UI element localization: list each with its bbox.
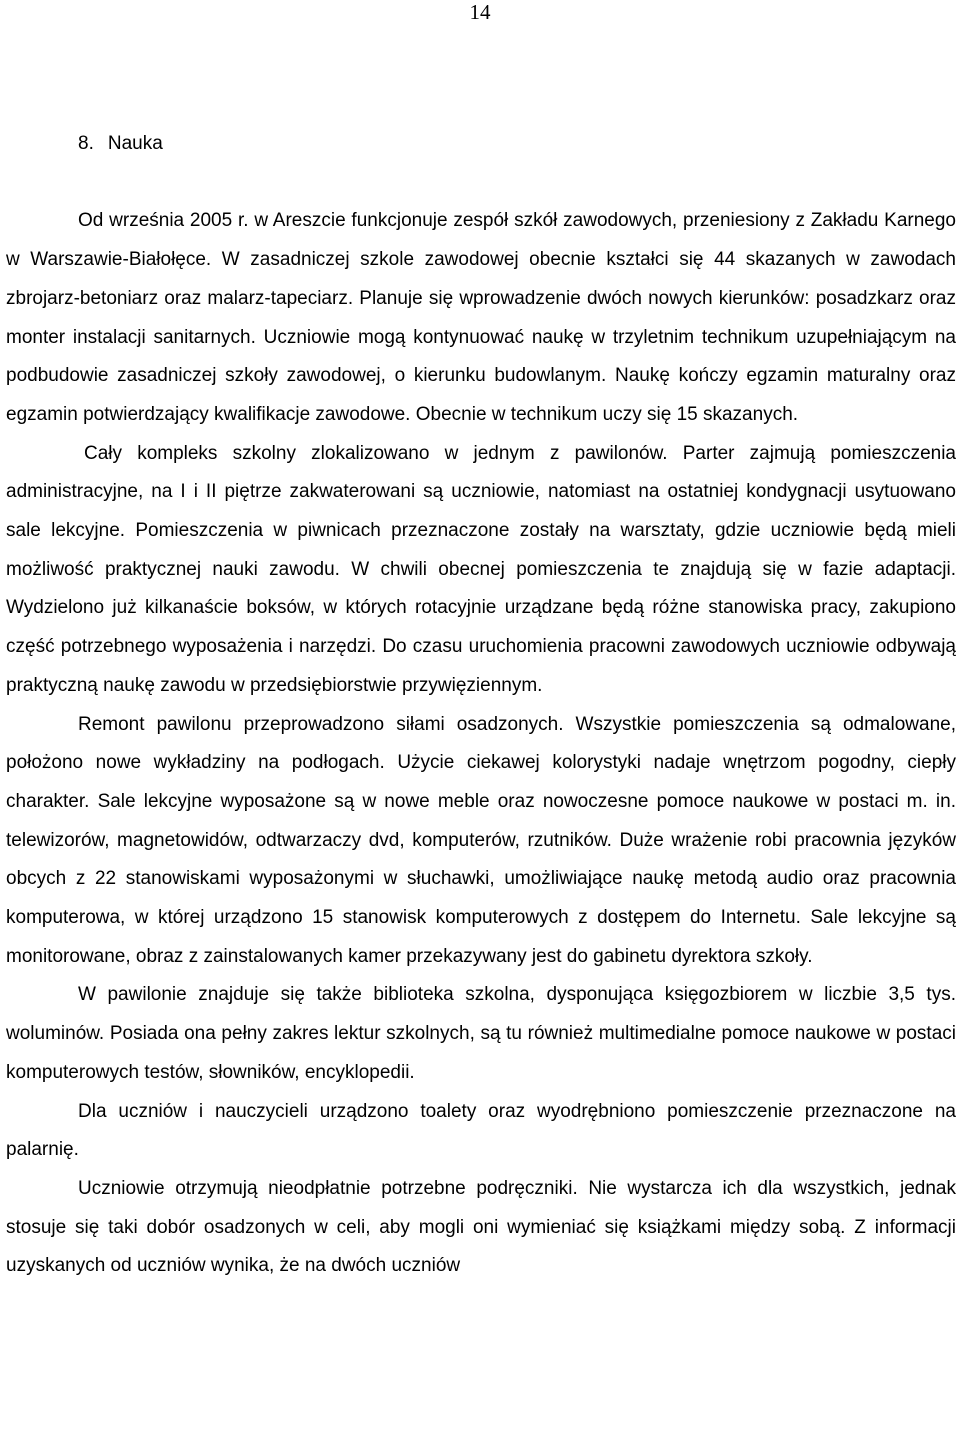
section-heading bbox=[78, 125, 956, 202]
paragraph-toilets: Dla uczniów i nauczycieli urządzono toalety oraz wyodrębniono pomieszczenie przeznaczone na palarnię. bbox=[6, 1100, 956, 1161]
paragraph-renovation: Remont pawilonu przeprowadzono siłami osadzonych. Wszystkie pomieszczenia są odmalowane, położono nowe wykładziny na podłogach. Użycie ciekawej kolorystyki nadaje wnętrzom pogodny, ciepły charakter. Sale lekcyjne wyposażone są w nowe meble oraz nowoczesne pomoce naukowe w postaci m. in. telewizorów, magnetowidów, odtwarzaczy dvd, komputerów, rzutników. Duże wrażenie robi pracownia języków obcych z 22 stanowiskami wyposażonymi w słuchawki, umożliwiające naukę metodą audio oraz pracownia komputerowa, w której urządzono 15 stanowisk komputerowych z dostępem do Internetu. Sale lekcyjne są monitorowane, obraz z zainstalowanych kamer przekazywany jest do gabinetu dyrektora szkoły. bbox=[6, 713, 956, 967]
section-title: Nauka bbox=[107, 133, 163, 154]
paragraph-school-overview: Od września 2005 r. w Areszcie funkcjonuje zespół szkół zawodowych, przeniesiony z Zakładu Karnego w Warszawie-Białołęce. W zasadniczej szkole zawodowej obecnie kształci się 44 skazanych w zawodach zbrojarz-betoniarz oraz malarz-tapeciarz. Planuje się wprowadzenie dwóch nowych kierunków: posadzkarz oraz monter instalacji sanitarnych. Uczniowie mogą kontynuować naukę w trzyletnim technikum uzupełniającym na podbudowie zasadniczej szkoły zawodowej, o kierunku budowlanym. Naukę kończy egzamin maturalny oraz egzamin potwierdzający kwalifikacje zawodowe. Obecnie w technikum uczy się 15 skazanych. bbox=[6, 210, 956, 425]
page-number: 14 bbox=[469, 0, 491, 24]
document-body bbox=[6, 125, 956, 1286]
paragraph-school-complex: Cały kompleks szkolny zlokalizowano w jednym z pawilonów. Parter zajmują pomieszczenia administracyjne, na I i II piętrze zakwaterowani są uczniowie, natomiast na ostatniej kondygnacji usytuowano sale lekcyjne. Pomieszczenia w piwnicach przeznaczone zostały na warsztaty, gdzie uczniowie będą mieli możliwość praktycznej nauki zawodu. W chwili obecnej pomieszczenia te znajdują się w fazie adaptacji. Wydzielono już kilkanaście boksów, w których rotacyjnie urządzane będą różne stanowiska pracy, zakupiono część potrzebnego wyposażenia i narzędzi. Do czasu uruchomienia pracowni zawodowych uczniowie odbywają praktyczną naukę zawodu w przedsiębiorstwie przywięziennym. bbox=[6, 442, 956, 696]
paragraph-textbooks: Uczniowie otrzymują nieodpłatnie potrzebne podręczniki. Nie wystarcza ich dla wszystkich, jednak stosuje się taki dobór osadzonych w celi, aby mogli oni wymieniać się książkami między sobą. Z informacji uzyskanych od uczniów wynika, że na dwóch uczniów bbox=[6, 1177, 956, 1277]
section-number: 8. bbox=[78, 133, 94, 154]
paragraph-library: W pawilonie znajduje się także biblioteka szkolna, dysponująca księgozbiorem w liczbie 3,5 tys. woluminów. Posiada ona pełny zakres lektur szkolnych, są tu również multimedialne pomoce naukowe w postaci komputerowych testów, słowników, encyklopedii. bbox=[6, 984, 956, 1083]
